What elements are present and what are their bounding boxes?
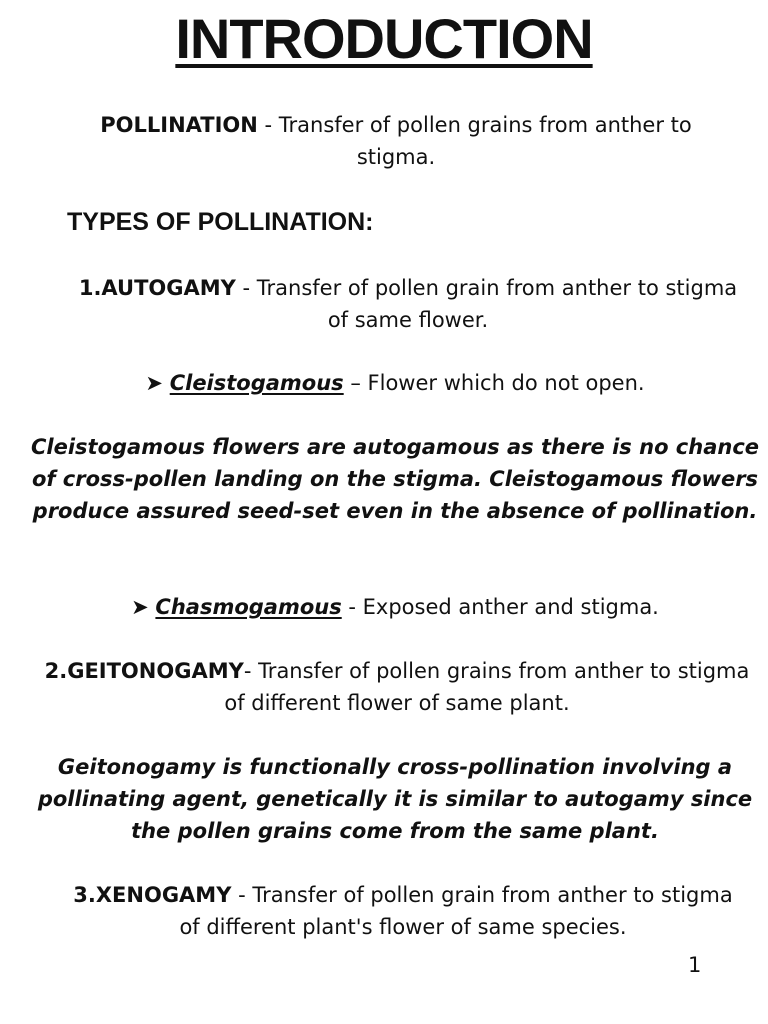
xenogamy-term: 3.XENOGAMY — [73, 883, 232, 907]
cleistogamous-note: Cleistogamous flowers are autogamous as there is no chance of cross-pollen landing on the stigma. Cleistogamous flowers produce assured seed-set even in the absence of pollination. — [30, 435, 760, 523]
pollination-term: POLLINATION — [100, 113, 258, 137]
geitonogamy-definition — [44, 655, 750, 719]
chasmogamous-text: - Exposed anther and stigma. — [341, 595, 659, 619]
autogamy-text: - Transfer of pollen grain from anther to stigma of same flower. — [235, 276, 738, 332]
chasmogamous-definition — [40, 591, 750, 623]
types-heading: TYPES OF POLLINATION: — [67, 208, 374, 236]
page-number: 1 — [688, 953, 702, 977]
chasmogamous-term: Chasmogamous — [155, 595, 342, 619]
autogamy-definition — [78, 272, 738, 336]
xenogamy-text: - Transfer of pollen grain from anther to stigma of different plant's flower of same species. — [179, 883, 733, 939]
geitonogamy-text: - Transfer of pollen grains from anther to stigma of different flower of same plant. — [224, 659, 750, 715]
pollination-definition — [60, 109, 732, 173]
geitonogamy-note: Geitonogamy is functionally cross-pollination involving a pollinating agent, genetically it is similar to autogamy since the pollen grains come from the same plant. — [37, 755, 753, 843]
arrow-bullet-icon: ➤ — [131, 595, 156, 619]
page-title: INTRODUCTION — [175, 7, 593, 70]
cleistogamous-definition — [40, 367, 750, 399]
arrow-bullet-icon: ➤ — [145, 371, 170, 395]
cleistogamous-term: Cleistogamous — [169, 371, 344, 395]
pollination-text: - Transfer of pollen grains from anther to stigma. — [257, 113, 692, 169]
geitonogamy-term: 2.GEITONOGAMY — [44, 659, 244, 683]
cleistogamous-text: – Flower which do not open. — [343, 371, 645, 395]
xenogamy-definition — [60, 879, 746, 943]
autogamy-term: 1.AUTOGAMY — [78, 276, 236, 300]
